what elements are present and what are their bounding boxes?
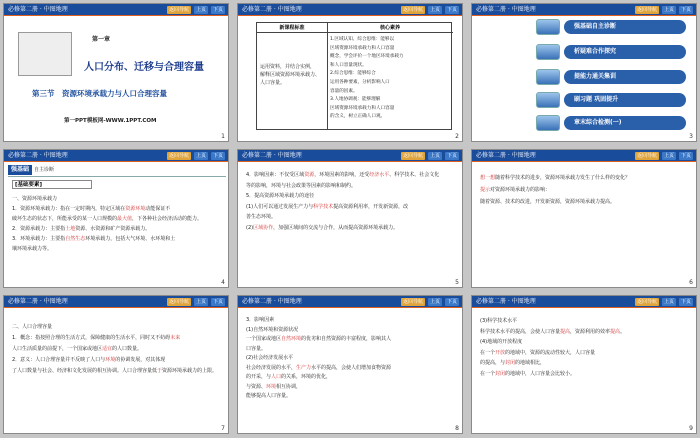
text-run: 环境 <box>266 383 277 390</box>
slide-text <box>480 316 625 379</box>
next-page-button[interactable]: 下页 <box>446 299 457 305</box>
slide-header <box>472 4 696 16</box>
text-run: (4)地域的开放程度 <box>480 339 523 345</box>
text-run: 了人口数量与社会、经济和文化发展的相互协调。人口合理容量低 <box>12 368 158 374</box>
text-run: 提示 <box>480 187 491 193</box>
section-tag: 强基础 <box>8 165 32 175</box>
text-run: 适宜 <box>102 346 113 352</box>
text-run: 二、人口合理容量 <box>12 324 53 330</box>
menu-icon <box>536 69 560 85</box>
text-run: 的地域相比， <box>515 360 546 366</box>
slide-text <box>246 170 439 233</box>
text-run: 资源环境承载力的上限。 <box>162 368 218 374</box>
text-run: 等的影响， <box>246 182 272 189</box>
slide-header <box>238 296 462 308</box>
text-line: 和人口容量现状。 <box>330 62 367 68</box>
slide-9[interactable] <box>471 295 697 434</box>
slide-text <box>246 316 391 402</box>
text-line: 容量的因素。 <box>330 88 358 94</box>
slide-header-title: 必修第二册 · 中图地理 <box>242 298 302 305</box>
text-line <box>12 344 217 355</box>
menu-item[interactable]: 强基础自主诊断 <box>564 20 686 34</box>
next-page-button[interactable]: 下页 <box>212 7 223 13</box>
text-line: 1.区域认知、综合思维：能够以 <box>330 37 395 42</box>
text-run: 对资源环境承载力的影响： <box>490 187 551 193</box>
text-run: 随着资源、技术的改进，开发新资源，资源环境承载力 <box>480 199 601 205</box>
slide-number: 8 <box>455 425 459 432</box>
text-run: 在一个 <box>480 349 496 356</box>
table-cell-literacy <box>330 36 404 122</box>
text-line: 区域资源环境承载力和人口容量 <box>330 45 395 51</box>
text-run: 资源 <box>304 172 315 178</box>
text-line <box>480 337 625 348</box>
text-line <box>12 333 217 344</box>
text-run: 社会经济发展的水平， <box>246 364 297 371</box>
text-run: 经济水平 <box>369 172 390 178</box>
section-divider <box>8 176 226 177</box>
next-page-button[interactable]: 下页 <box>212 153 223 159</box>
chapter-label: 第一章 <box>92 36 111 43</box>
text-run: 3．环境承载力：主要指 <box>12 236 66 242</box>
text-run: 1．概念：指按照合理的生活方式，保障健康的生活水平，同时又不妨碍 <box>12 335 171 341</box>
text-line <box>12 194 202 204</box>
text-run: 提高 <box>560 328 571 335</box>
text-run: 的地域中，人口容量会比较小。 <box>505 370 576 377</box>
text-run: 4．影响因素：不仅受区域 <box>246 172 305 178</box>
text-run: 区域协作 <box>253 224 274 231</box>
text-run: ，加强区域间的交流与合作，从而提高资源环境承载力。 <box>273 224 399 231</box>
text-run: 生产力 <box>296 364 312 371</box>
menu-icon <box>536 44 560 60</box>
next-page-button[interactable]: 下页 <box>446 153 457 159</box>
table-divider <box>327 23 328 129</box>
text-line <box>246 191 439 202</box>
basic-elements-label: [基础要素] <box>12 180 92 189</box>
slide-header-title: 必修第二册 · 中图地理 <box>476 6 536 13</box>
slide-number: 4 <box>221 279 225 286</box>
slide-header <box>4 150 228 162</box>
text-run: 一、资源环境承载力 <box>12 196 58 202</box>
text-line: 概念，学会评价一个地区环境承载力 <box>330 54 404 60</box>
text-run: 能够提高人口容量。 <box>246 393 292 399</box>
text-run: 善生态环境。 <box>246 214 277 220</box>
text-run: 3．影响因素 <box>246 317 275 323</box>
slide-5[interactable] <box>237 149 463 288</box>
text-run: 的提高，与 <box>480 360 506 366</box>
slide-number: 1 <box>221 133 225 140</box>
slide-number: 5 <box>455 279 459 286</box>
return-nav-button[interactable]: 返回导航 <box>636 153 657 159</box>
text-run: 封闭 <box>495 370 506 377</box>
text-line <box>246 345 391 355</box>
text-run: 土地 <box>65 226 76 232</box>
menu-item[interactable]: 章末综合检测(一) <box>564 116 686 130</box>
text-run: 动能保证不 <box>145 206 171 212</box>
text-run: 环境承载力，包括大气环境、水环境和土 <box>85 236 176 242</box>
slide-8[interactable] <box>237 295 463 434</box>
text-run: 科学技术水平的提高，会使人口容量 <box>480 328 561 335</box>
text-run: ，环境因素的影响，还受 <box>314 172 370 178</box>
text-run: (3)科学技术水平 <box>480 318 518 324</box>
text-line <box>480 316 625 327</box>
slide-header <box>238 4 462 16</box>
prev-page-button[interactable]: 上页 <box>663 7 674 13</box>
slide-header-title: 必修第二册 · 中图地理 <box>8 152 68 159</box>
return-nav-button[interactable]: 返回导航 <box>402 7 423 13</box>
prev-page-button[interactable]: 上页 <box>663 299 674 305</box>
slide-2[interactable] <box>237 3 463 142</box>
slide-header <box>472 150 696 162</box>
text-run: (1)人们可以通过发展生产力与 <box>246 203 314 210</box>
slide-header <box>4 4 228 16</box>
slide-header-title: 必修第二册 · 中图地理 <box>476 152 536 159</box>
return-nav-button[interactable]: 返回导航 <box>636 7 657 13</box>
text-line <box>246 170 439 181</box>
prev-page-button[interactable]: 上页 <box>663 153 674 159</box>
text-line <box>246 373 391 383</box>
text-run: 的协调发展，对其体现 <box>115 357 166 363</box>
text-run: 随着科学技术的进步，资源环境承载力发生了什么样的变化？ <box>495 175 631 181</box>
text-run: 、科学技术、社会文化 <box>389 172 440 178</box>
text-run: 与资源、 <box>246 383 267 390</box>
text-run: 优化， <box>316 374 332 380</box>
text-run: 的人口数量。 <box>112 346 143 352</box>
text-line <box>480 172 630 184</box>
text-run: 水平的提高，会使人们增加食物资源 <box>311 364 392 371</box>
text-line <box>12 224 202 234</box>
menu-icon <box>536 19 560 35</box>
text-line <box>246 212 439 223</box>
slide-text <box>12 322 217 377</box>
slide-header-title: 必修第二册 · 中图地理 <box>8 6 68 13</box>
slide-7[interactable] <box>3 295 229 434</box>
text-run: 提高 <box>610 328 621 335</box>
text-run: 未来 <box>170 335 181 341</box>
table-header-literacy: 核心素养 <box>327 23 453 33</box>
text-run: 5．提高资源环境承载力的途径 <box>246 193 315 199</box>
table-header-standard: 新课程标准 <box>257 23 327 33</box>
text-line <box>480 196 630 208</box>
return-nav-button[interactable]: 返回导航 <box>636 299 657 305</box>
text-run: ，下各种社会经济活动的能力。 <box>132 216 203 222</box>
text-run: 在一个 <box>480 370 496 377</box>
slide-header-title: 必修第二册 · 中图地理 <box>242 6 302 13</box>
text-run: 资源、水资源和矿产资源承载力。 <box>75 226 151 232</box>
slide-text <box>480 172 630 208</box>
slide-number: 6 <box>689 279 693 286</box>
text-line <box>480 358 625 369</box>
prev-page-button[interactable]: 上页 <box>195 299 206 305</box>
text-run: 自然环境 <box>281 336 302 342</box>
slide-text <box>12 194 202 254</box>
text-run: 封闭 <box>505 360 516 366</box>
text-run: 想一想 <box>480 175 496 181</box>
section-title: 第三节 资源环境承载力与人口合理容量 <box>32 89 167 98</box>
chapter-title: 人口分布、迁移与合理容量 <box>84 62 204 73</box>
text-run: 环境 <box>105 357 116 363</box>
menu-item[interactable]: 刷习题 巩固提升 <box>564 93 686 107</box>
text-run: 相互协调， <box>276 383 302 390</box>
text-line <box>480 348 625 359</box>
text-run: 于 <box>157 368 163 374</box>
slide-6[interactable] <box>471 149 697 288</box>
prev-page-button[interactable]: 上页 <box>429 299 440 305</box>
text-line: 运用各种要素，分析影响人口 <box>330 79 390 85</box>
slide-header-title: 必修第二册 · 中图地理 <box>242 152 302 159</box>
text-line <box>12 214 202 224</box>
text-line: 运用资料，并结合实例， <box>260 64 316 70</box>
text-line <box>12 204 202 214</box>
text-line <box>246 392 391 402</box>
text-line <box>12 355 217 366</box>
text-run: 提高资源利用率，开发新资源，改 <box>333 203 409 210</box>
return-nav-button[interactable]: 返回导航 <box>168 7 189 13</box>
return-nav-button[interactable]: 返回导航 <box>402 299 423 305</box>
text-line <box>246 202 439 213</box>
text-run: ，资源利用的效率 <box>570 328 611 335</box>
prev-page-button[interactable]: 上页 <box>195 153 206 159</box>
text-line: 3.人地协调观：能够理解 <box>330 97 381 103</box>
text-line <box>12 234 202 244</box>
slide-header <box>472 296 696 308</box>
text-run: 科学技术 <box>313 203 334 210</box>
text-run: 2．意义：人口合理容量并不反映了人口与 <box>12 357 106 363</box>
next-page-button[interactable]: 下页 <box>212 299 223 305</box>
slide-header <box>4 296 228 308</box>
slide-number: 2 <box>455 133 459 140</box>
site-label: 第一PPT模板网-WWW.1PPT.COM <box>64 118 157 124</box>
text-run: 的 <box>112 216 118 222</box>
text-run: 开放 <box>495 349 506 356</box>
text-line: 人口容量。 <box>260 80 286 86</box>
text-line: 2.综合思维：能够综合 <box>330 71 376 77</box>
return-nav-button[interactable]: 返回导航 <box>168 153 189 159</box>
text-run: 。 <box>620 328 626 335</box>
section-tag-sub: 自主诊断 <box>34 167 55 173</box>
text-run: 资源环境 <box>125 206 146 212</box>
text-line <box>246 181 439 192</box>
prev-page-button[interactable]: 上页 <box>429 153 440 159</box>
text-line <box>480 369 625 380</box>
slide-header-title: 必修第二册 · 中图地理 <box>476 298 536 305</box>
text-run: (1)自然环境和资源状况 <box>246 326 299 333</box>
text-run: 提高。 <box>600 199 616 205</box>
text-line <box>12 322 217 333</box>
text-line <box>246 326 391 336</box>
text-line: 区域资源环境承载力和人口容量 <box>330 105 395 111</box>
text-run: (2)社会经济发展水平 <box>246 355 294 361</box>
next-page-button[interactable]: 下页 <box>680 153 691 159</box>
slide-1[interactable] <box>3 3 229 142</box>
text-run: 的优劣和自然资源的丰富程度，影响其人 <box>301 336 392 342</box>
prev-page-button[interactable]: 上页 <box>429 7 440 13</box>
text-run: 人口 <box>271 374 282 380</box>
menu-icon <box>536 115 560 131</box>
slide-3[interactable] <box>471 3 697 142</box>
text-run: 的开采，与 <box>246 374 272 380</box>
standards-table <box>256 22 452 130</box>
text-line <box>246 383 391 393</box>
slide-4[interactable] <box>3 149 229 288</box>
text-run: 壤环境承载力等。 <box>12 246 53 252</box>
text-run: 人口生活质量的前提下，一个国家或地区 <box>12 346 103 352</box>
text-run: 最大值 <box>117 216 133 222</box>
menu-item[interactable]: 析疑难合作探究 <box>564 45 686 59</box>
next-page-button[interactable]: 下页 <box>680 299 691 305</box>
text-run: 破坏生态的状态下，所能承受的某一人口规模 <box>12 216 113 222</box>
text-line <box>480 327 625 338</box>
text-line: 解释区域资源环境承载力、 <box>260 72 321 78</box>
prev-page-button[interactable]: 上页 <box>195 7 206 13</box>
text-line <box>246 335 391 345</box>
table-cell-standard <box>260 63 320 87</box>
text-run: 的地域中，资源的流动性较大，人口容量 <box>505 349 596 356</box>
return-nav-button[interactable]: 返回导航 <box>168 299 189 305</box>
return-nav-button[interactable]: 返回导航 <box>402 153 423 159</box>
text-run: 2．资源承载力：主要指 <box>12 226 66 232</box>
text-run: 口容量。 <box>246 345 267 352</box>
slide-header-title: 必修第二册 · 中图地理 <box>8 298 68 305</box>
text-run: 自然生态 <box>65 236 86 242</box>
text-line <box>246 354 391 364</box>
slide-number: 9 <box>689 425 693 432</box>
next-page-button[interactable]: 下页 <box>446 7 457 13</box>
slide-header <box>238 150 462 162</box>
text-line <box>246 223 439 234</box>
text-line <box>480 184 630 196</box>
next-page-button[interactable]: 下页 <box>680 7 691 13</box>
text-run: 的关系，环境的 <box>281 374 317 380</box>
text-run: 环境与社会政策等因素的影响和制约。 <box>271 182 357 189</box>
text-line <box>12 244 202 254</box>
slide-number: 3 <box>689 133 693 140</box>
slide-number: 7 <box>221 425 225 432</box>
text-run: (2) <box>246 224 254 231</box>
text-run: 一个国家或地区 <box>246 336 282 342</box>
cover-image <box>18 32 72 76</box>
menu-item[interactable]: 提能力通关集训 <box>564 70 686 84</box>
text-line <box>246 364 391 374</box>
text-line <box>246 316 391 326</box>
menu-icon <box>536 92 560 108</box>
text-run: 1．资源环境承载力：指在一定时期内，特定区域在 <box>12 206 126 212</box>
text-line: 的含义，树立正确人口观。 <box>330 114 386 120</box>
text-line <box>12 366 217 377</box>
